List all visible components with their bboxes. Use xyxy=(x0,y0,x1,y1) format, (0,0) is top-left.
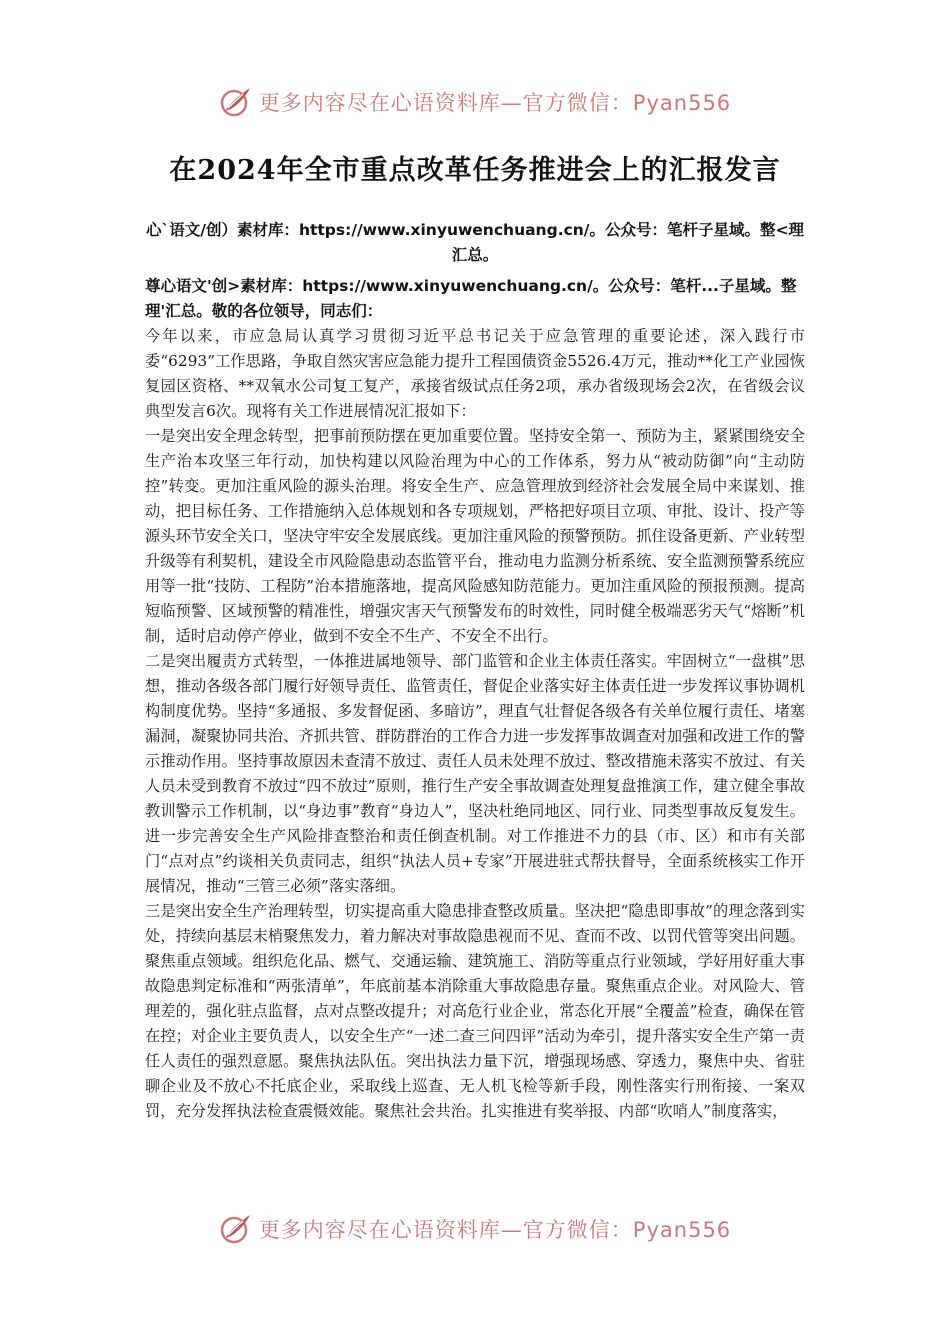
header-banner-text: 更多内容尽在心语资料库—官方微信：Pyan556 xyxy=(258,91,732,115)
paragraph-intro: 今年以来，市应急局认真学习贯彻习近平总书记关于应急管理的重要论述，深入践行市委“6293”工作思路，争取自然灾害应急能力提升工程国债资金5526.4万元，推动**化工产业园恢复园区资格、**双氧水公司复工复产，承接省级试点任务2项，承办省级现场会2次，在省级会议典型发言6次。现将有关工作进展情况汇报如下： xyxy=(145,327,805,420)
header-banner xyxy=(0,80,950,124)
source-line-1: 心`语文/创）素材库：https://www.xinyuwenchuang.cn/。公众号：笔杆子星域。整<理汇总。 xyxy=(146,221,804,264)
paragraph-section-3: 三是突出安全生产治理转型，切实提高重大隐患排查整改质量。坚决把“隐患即事故”的理念落到实处，持续向基层末梢聚焦发力，着力解决对事故隐患视而不见、查而不改、以罚代管等突出问题。聚焦重点领域。组织危化品、燃气、交通运输、建筑施工、消防等重点行业领域，学好用好重大事故隐患判定标准和“两张清单”，年底前基本消除重大事故隐患存量。聚焦重点企业。对风险大、管理差的，强化驻点监督，点对点整改提升；对高危行业企业，常态化开展“全覆盖”检查，确保在管在控；对企业主要负责人，以安全生产“一述二查三问四评”活动为牵引，提升落实安全生产第一责任人责任的强烈意愿。聚焦执法队伍。突出执法力量下沉，增强现场感、穿透力，聚焦中央、省驻聊企业及不放心不托底企业，采取线上巡查、无人机飞检等新手段，刚性落实行刑衔接、一案双罚，充分发挥执法检查震慑效能。聚焦社会共治。扎实推进有奖举报、内部“吹哨人”制度落实， xyxy=(145,902,805,1120)
source-line-2: 尊心语文'创>素材库：https://www.xinyuwenchuang.cn/。公众号：笔杆...子星域。整理'汇总。敬的各位领导，同志们： xyxy=(145,277,797,320)
footer-banner-text: 更多内容尽在心语资料库—官方微信：Pyan556 xyxy=(258,1218,732,1242)
document-body xyxy=(145,218,805,1124)
quill-logo-icon xyxy=(219,1212,253,1246)
paragraph-section-2: 二是突出履责方式转型，一体推进属地领导、部门监管和企业主体责任落实。牢固树立“一盘棋”思想，推动各级各部门履行好领导责任、监管责任，督促企业落实好主体责任进一步发挥议事协调机构制度优势。坚持“多通报、多发督促函、多暗访”，理直气壮督促各级各有关单位履行责任、堵塞漏洞，凝聚协同共治、齐抓共管、群防群治的工作合力进一步发挥事故调查对加强和改进工作的警示推动作用。坚持事故原因未查清不放过、责任人员未处理不放过、整改措施未落实不放过、有关人员未受到教育不放过“四不放过”原则，推行生产安全事故调查处理复盘推演工作，建立健全事故教训警示工作机制，以“身边事”教育“身边人”，坚决杜绝同地区、同行业、同类型事故反复发生。进一步完善安全生产风险排查整治和责任倒查机制。对工作推进不力的县（市、区）和市有关部门“点对点”约谈相关负责同志，组织“执法人员+专家”开展进驻式帮扶督导，全面系统核实工作开展情况，推动“三管三必须”落实落细。 xyxy=(145,652,805,895)
document-title: 在2024年全市重点改革任务推进会上的汇报发言 xyxy=(169,155,781,186)
quill-logo-icon xyxy=(219,85,253,119)
footer-banner xyxy=(0,1207,950,1251)
paragraph-section-1: 一是突出安全理念转型，把事前预防摆在更加重要位置。坚持安全第一、预防为主，紧紧围绕安全生产治本攻坚三年行动，加快构建以风险治理为中心的工作体系，努力从“被动防御”向“主动防控”转变。更加注重风险的源头治理。将安全生产、应急管理放到经济社会发展全局中来谋划、推动，把目标任务、工作措施纳入总体规划和各专项规划，严格把好项目立项、审批、设计、投产等源头环节安全关口，坚决守牢安全发展底线。更加注重风险的预警预防。抓住设备更新、产业转型升级等有利契机，建设全市风险隐患动态监管平台，推动电力监测分析系统、安全监测预警系统应用等一批“技防、工程防”治本措施落地，提高风险感知防范能力。更加注重风险的预报预测。提高短临预警、区域预警的精准性，增强灾害天气预警发布的时效性，同时健全极端恶劣天气“熔断”机制，适时启动停产停业，做到不安全不生产、不安全不出行。 xyxy=(145,427,805,645)
